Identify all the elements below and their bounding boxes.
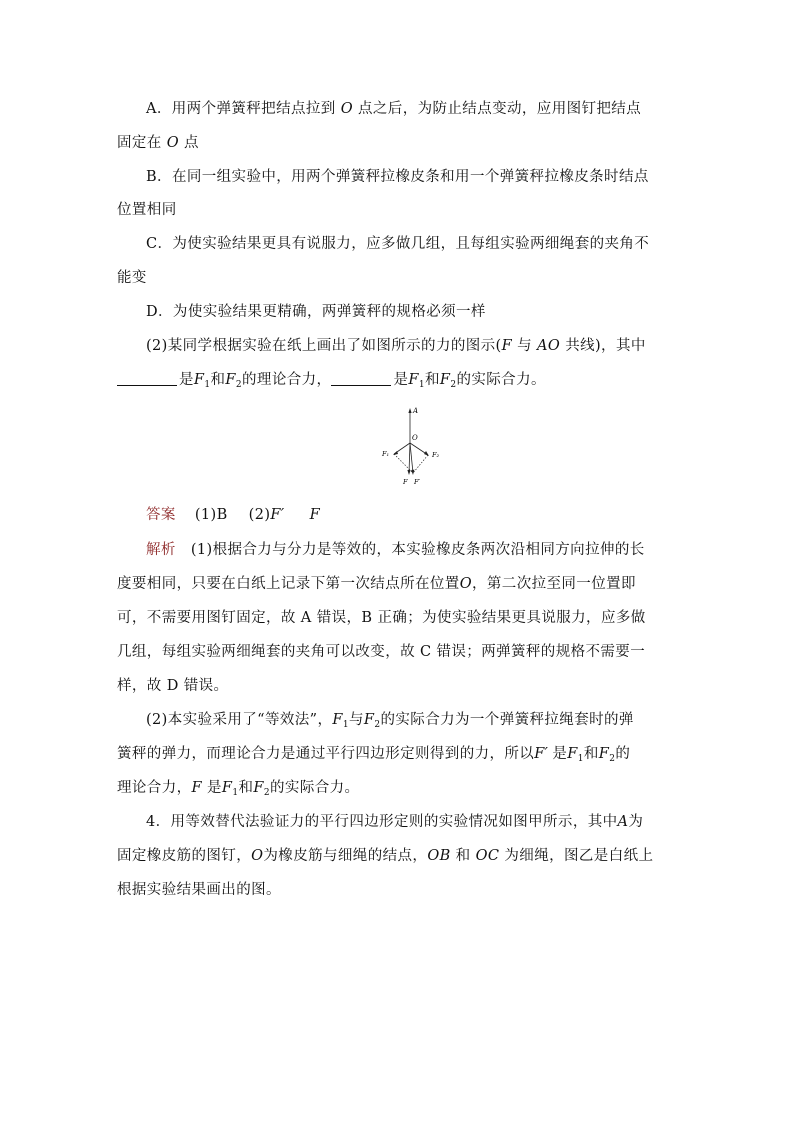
- dashed-edge-2: [413, 455, 428, 473]
- option-a-line1: [146, 99, 686, 119]
- text: 是: [393, 372, 409, 388]
- text: 理论合力，: [117, 780, 192, 796]
- answer-1: (1)B: [194, 507, 228, 523]
- option-c-line1: C．为使实验结果更具有说服力，应多做几组，且每组实验两细绳套的夹角不: [146, 236, 650, 252]
- text: 和: [238, 780, 254, 796]
- symbol-ob: OB: [427, 848, 451, 864]
- point-o: O: [251, 848, 264, 864]
- text: 为细绳，图乙是白纸上: [504, 848, 654, 864]
- text: 和: [583, 746, 599, 762]
- symbol-f: F: [501, 338, 513, 354]
- subscript: 1: [342, 720, 349, 730]
- text: 点: [184, 135, 199, 151]
- arrow-f: [407, 470, 410, 475]
- symbol-f2: F: [363, 712, 375, 728]
- point-o: O: [459, 576, 472, 592]
- answer-2-prefix: (2): [248, 507, 271, 523]
- analysis-2-line3: [117, 778, 687, 803]
- text: 的理论合力，: [242, 372, 332, 388]
- question-4-line2: [117, 846, 687, 866]
- analysis-line1: [146, 540, 686, 560]
- text: 是: [206, 780, 222, 796]
- option-a-line2: [117, 133, 687, 153]
- text: 为: [628, 814, 644, 830]
- text: 4．用等效替代法验证力的平行四边形定则的实验情况如图甲所示，其中: [146, 814, 618, 830]
- point-o: O: [340, 101, 353, 117]
- text: 与: [348, 712, 364, 728]
- text: 固定橡皮筋的图钉，: [117, 848, 252, 864]
- symbol-f1: F: [193, 372, 205, 388]
- question-4-line1: [146, 812, 686, 832]
- subscript: 2: [450, 380, 457, 390]
- symbol-f2: F: [225, 372, 236, 388]
- symbol-f1: F: [332, 712, 343, 728]
- question-4-line3: 根据实验结果画出的图。: [117, 882, 281, 898]
- label-a: A: [413, 407, 419, 415]
- text: (1)根据合力与分力是等效的，本实验橡皮条两次沿相同方向拉伸的长: [190, 542, 645, 558]
- line-f: [409, 443, 410, 473]
- analysis-2-line2: [117, 744, 687, 769]
- symbol-a: A: [617, 814, 629, 830]
- analysis-2-line1: [146, 710, 686, 735]
- analysis-line5: 样，故 D 错误。: [117, 678, 229, 694]
- analysis-label: 解析: [146, 542, 176, 558]
- text: 是: [179, 372, 194, 388]
- subscript: 2: [374, 720, 381, 730]
- text: 为橡皮筋与细绳的结点，: [263, 848, 428, 864]
- label-f2: F₂: [432, 451, 440, 459]
- question-2-line2: [117, 370, 687, 395]
- symbol-f1: F: [567, 746, 578, 762]
- answer-blank-2[interactable]: [331, 371, 391, 386]
- subscript: 2: [609, 754, 616, 764]
- subscript: 1: [204, 380, 211, 390]
- text: 和: [210, 372, 226, 388]
- option-b-line1: B．在同一组实验中，用两个弹簧秤拉橡皮条和用一个弹簧秤拉橡皮条时结点: [146, 169, 649, 185]
- line-fp: [410, 443, 413, 473]
- symbol-f: F: [191, 780, 202, 796]
- option-d: D．为使实验结果更精确，两弹簧秤的规格必须一样: [146, 304, 486, 320]
- text: 是: [552, 746, 568, 762]
- analysis-line4: 几组，每组实验两细绳套的夹角可以改变，故 C 错误；两弹簧秤的规格不需要一: [117, 644, 646, 660]
- symbol-ao: AO: [537, 338, 561, 354]
- subscript: 2: [235, 380, 243, 390]
- label-f1: F₁: [382, 450, 390, 458]
- text: (2)某同学根据实验在纸上画出了如图所示的力的图示(: [146, 338, 502, 354]
- text: 点之后，为防止结点变动，应用图钉把结点: [358, 101, 642, 117]
- question-2-line1: [146, 336, 686, 356]
- answer-label: 答案: [146, 507, 176, 523]
- label-fp: F′: [414, 478, 420, 486]
- option-b-line2: 位置相同: [117, 202, 177, 218]
- symbol-fp: F′: [534, 746, 549, 762]
- text: 和: [424, 372, 440, 388]
- answer-blank-1[interactable]: [117, 371, 177, 386]
- force-diagram: [372, 405, 452, 489]
- text: 度要相同，只要在白纸上记录下第一次结点所在位置: [117, 576, 460, 592]
- text: 簧秤的弹力，而理论合力是通过平行四边形定则得到的力，所以: [117, 746, 535, 762]
- symbol-f2: F: [439, 372, 451, 388]
- text: 的: [615, 746, 631, 762]
- text: 与: [517, 338, 532, 354]
- symbol-f2: F: [253, 780, 264, 796]
- arrow-f2: [424, 451, 429, 456]
- label-f: F: [403, 478, 408, 486]
- text: ，第二次拉至同一位置即: [472, 576, 636, 592]
- text: 和: [455, 848, 471, 864]
- text: A．用两个弹簧秤把结点拉到: [146, 101, 336, 117]
- subscript: 1: [418, 380, 425, 390]
- symbol-f2: F: [598, 746, 610, 762]
- text: 的实际合力为一个弹簧秤拉绳套时的弹: [380, 712, 634, 728]
- text: 的实际合力。: [270, 780, 360, 796]
- label-o: O: [412, 434, 418, 442]
- answer-line: [146, 505, 686, 525]
- answer-2-fp: F′: [270, 507, 285, 523]
- symbol-oc: OC: [475, 848, 500, 864]
- subscript: 1: [577, 754, 584, 764]
- option-c-line2: 能变: [117, 270, 147, 286]
- text: (2)本实验采用了“等效法”，: [146, 712, 333, 728]
- answer-2-f: F: [309, 507, 321, 523]
- subscript: 1: [232, 788, 239, 798]
- symbol-f1: F: [221, 780, 233, 796]
- subscript: 2: [263, 788, 271, 798]
- analysis-line2: [117, 574, 687, 594]
- point-o: O: [166, 135, 180, 151]
- symbol-f1: F: [408, 372, 419, 388]
- analysis-line3: 可，不需要用图钉固定，故 A 错误，B 正确；为使实验结果更具说服力，应多做: [117, 610, 646, 626]
- text: 固定在: [117, 135, 162, 151]
- text: 共线)，其中: [565, 338, 646, 354]
- arrow-a: [408, 408, 411, 413]
- text: 的实际合力。: [456, 372, 546, 388]
